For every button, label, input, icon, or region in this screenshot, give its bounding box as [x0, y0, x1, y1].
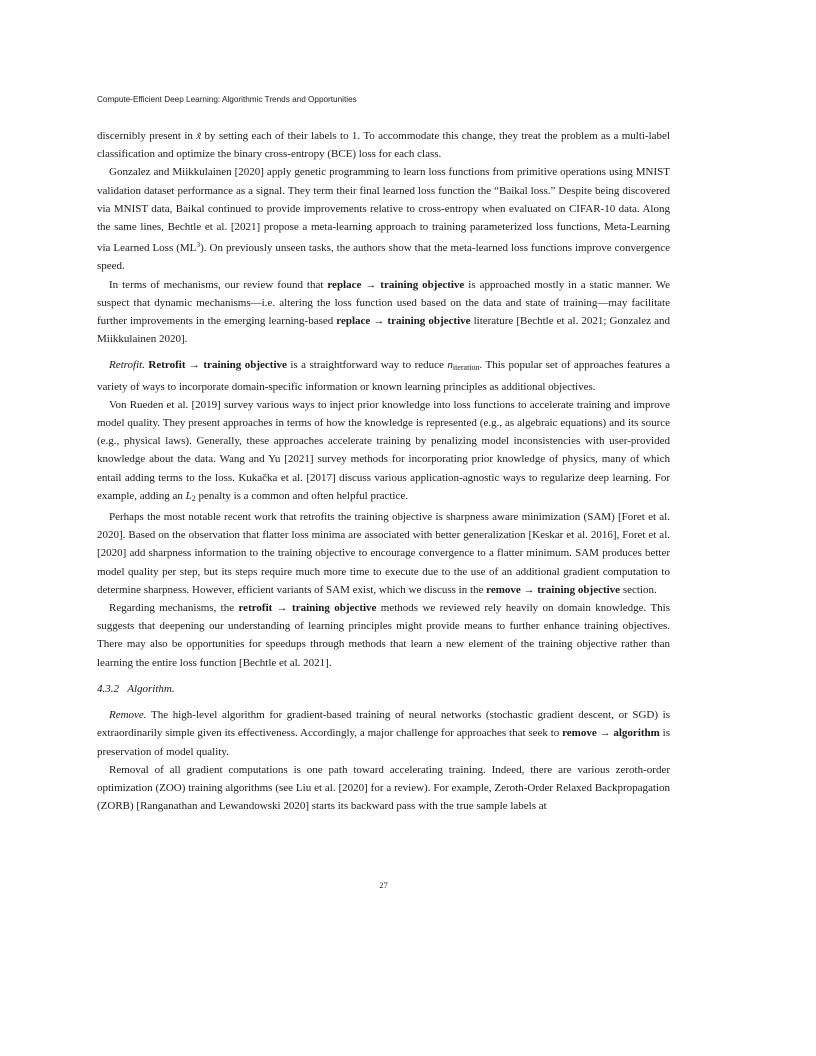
text: is approached mostly in a static manner. We suspect that dynamic mechanisms—i.e. altering the loss function used based on the data and state of training—may facilitate further improvements in the emerging learning-based: [97, 278, 671, 328]
paragraph-heading: Remove.: [109, 709, 147, 722]
paragraph: [97, 706, 670, 761]
text: In terms of mechanisms, our review found that: [109, 278, 328, 291]
text: by setting each of their labels to 1. To accommodate this change, they treat the problem as a multi-label classification and optimize the binary cross-entropy (BCE) loss for each class.: [97, 130, 670, 161]
bold-term: remove → training objective: [486, 583, 621, 596]
text: discernibly present in: [97, 130, 197, 142]
text: . This popular set of approaches features a variety of ways to incorporate domain-specific information or known learning principles as additional objectives.: [97, 359, 670, 393]
text: is preservation of model quality.: [97, 727, 670, 758]
paragraph: [97, 599, 670, 672]
text: Gonzalez and Miikkulainen [2020] apply genetic programming to learn loss functions from primitive operations using MNIST validation dataset performance as a signal. They term their final learned loss function the “Baikal loss.” Despite being discovered via MNIST data, Baikal continued to provide improvements relative to cross-entropy when evaluated on CIFAR-10 data. Along the same lines, Bechtle et al. [2021] propose a meta-learning approach to training parameterized loss functions, Meta-Learning via Learned Loss (ML: [97, 166, 670, 255]
text: section.: [620, 583, 657, 596]
paragraph-heading: Retrofit.: [109, 359, 145, 372]
bold-term: replace → training objective: [327, 278, 465, 291]
paragraph: [97, 761, 670, 816]
text: The high-level algorithm for gradient-based training of neural networks (stochastic gradient descent, or SGD) is extraordinarily simple given its effectiveness. Accordingly, a major challenge for approaches that seek to: [97, 709, 670, 740]
bold-term: retrofit → training objective: [238, 602, 377, 615]
paragraph: [97, 356, 670, 395]
subsection-title: Algorithm.: [127, 682, 175, 695]
text: Perhaps the most notable recent work that retrofits the training objective is sharpness aware minimization (SAM) [Foret et al. 2020]. Based on the observation that flatter loss minima are associated with better generalization [Keskar et al. 2016], Foret et al. [2020] add sharpness information to the training objective to encourage convergence to a flatter minimum. SAM produces better model quality per step, but its steps require much more time to execute due to the use of an additional gradient computation to determine sharpness. However, efficient variants of SAM exist, which we discuss in the: [97, 511, 670, 596]
text: ). On previously unseen tasks, the authors show that the meta-learned loss functions improve convergence speed.: [97, 242, 670, 273]
text: methods we reviewed rely heavily on domain knowledge. This suggests that deepening our understanding of learning principles might provide means to further enhance training objectives. There may also be opportunities for speedups through methods that learn a new element of the training objective rather than learning the entire loss function [Bechtle et al. 2021].: [97, 602, 670, 669]
paragraph: [97, 276, 670, 349]
paragraph: [97, 508, 670, 599]
subsection-number: 4.3.2: [97, 682, 119, 695]
text: Regarding mechanisms, the: [109, 602, 239, 615]
page-number: 27: [379, 880, 388, 890]
text: literature [Bechtle et al. 2021; Gonzalez and Miikkulainen 2020].: [97, 315, 670, 346]
text: is a straightforward way to reduce: [286, 359, 448, 372]
subsection-heading: [97, 680, 670, 698]
bold-term: remove → algorithm: [562, 727, 660, 740]
math-var: L: [185, 489, 192, 502]
math-var: n: [447, 359, 453, 372]
bold-term: Retrofit → training objective: [148, 359, 287, 372]
body-text: [97, 127, 670, 815]
subscript: iteration: [452, 363, 480, 373]
superscript: 3: [196, 240, 201, 250]
running-title: Compute-Efficient Deep Learning: Algorithmic Trends and Opportunities: [97, 95, 357, 104]
text: Removal of all gradient computations is one path toward accelerating training. Indeed, there are various zeroth-order optimization (ZOO) training algorithms (see Liu et al. [2020] for a review). For example, Zeroth-Order Relaxed Backpropagation (ZORB) [Ranganathan and Lewandowski 2020] starts its backward pass with the true sample labels at: [97, 763, 670, 813]
paragraph: [97, 163, 670, 275]
subscript: 2: [191, 493, 196, 503]
math-var: x̃: [196, 130, 202, 142]
paragraph: [97, 127, 670, 163]
paragraph: [97, 396, 670, 508]
text: penalty is a common and often helpful practice.: [195, 489, 409, 502]
text: Von Rueden et al. [2019] survey various ways to inject prior knowledge into loss functions to accelerate training and improve model quality. They present approaches in terms of how the knowledge is represented (e.g., as algebraic equations) and its source (e.g., physical laws). Generally, these approaches accelerate training by penalizing model inconsistencies with user-provided knowledge about the data. Wang and Yu [2021] survey methods for incorporating prior knowledge of physics, many of which entail adding terms to the loss. Kukačka et al. [2017] discuss various application-agnostic ways to regularize deep learning. For example, adding an: [97, 398, 670, 502]
bold-term: replace → training objective: [336, 315, 471, 328]
